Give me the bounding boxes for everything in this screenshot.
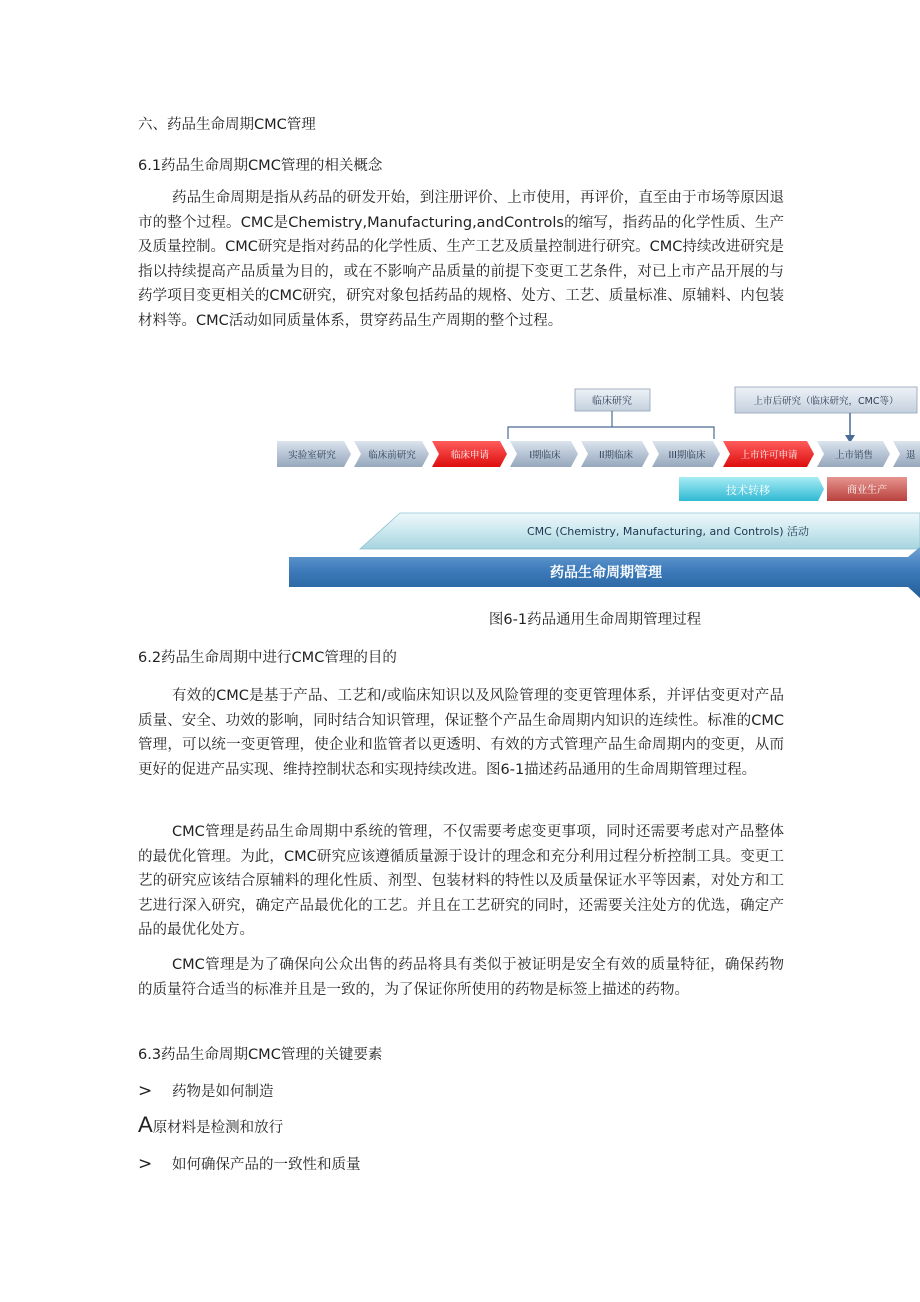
paragraph-6-2-3	[138, 953, 784, 1002]
stage-phase-1-label: I期临床	[529, 450, 561, 461]
paragraph-6-1	[138, 186, 784, 333]
list-item-text: 药物是如何制造	[172, 1084, 274, 1100]
stage-market-sales-label: 上市销售	[834, 450, 874, 461]
stage-phase-3-label: III期临床	[668, 450, 706, 461]
lifecycle-diagram	[0, 380, 920, 610]
stage-preclinical-label: 临床前研究	[368, 450, 416, 461]
clinical-research-label: 临床研究	[592, 396, 632, 407]
paragraph-6-2-2	[138, 820, 784, 943]
paragraph-6-2-1-text: 有效的CMC是基于产品、工艺和/或临床知识以及风险管理的变更管理体系，并评估变更对产品质量、安全、功效的影响，同时结合知识管理，保证整个产品生命周期内知识的连续性。标准的CMC管理，可以统一变更管理，使企业和监管者以更透明、有效的方式管理产品生命周期内的变更，从而更好的促进产品实现、维持控制状态和实现持续改进。图6-1描述药品通用的生命周期管理过程。	[138, 688, 784, 778]
heading-6-3: 6.3药品生命周期CMC管理的关键要素	[138, 1047, 383, 1063]
post-market-label: 上市后研究（临床研究，CMC等）	[753, 396, 899, 407]
stage-marketing-application-label: 上市许可申请	[740, 450, 798, 461]
paragraph-6-1-text: 药品生命周期是指从药品的研发开始，到注册评价、上市使用，再评价，直至由于市场等原因退市的整个过程。CMC是Chemistry,Manufacturing,andControls的缩写，指药品的化学性质、生产及质量控制。CMC研究是指对药品的化学性质、生产工艺及质量控制进行研究。CMC持续改进研究是指以持续提高产品质量为目的，或在不影响产品质量的前提下变更工艺条件，对已上市产品开展的与药学项目变更相关的CMC研究，研究对象包括药品的规格、处方、工艺、质量标准、原辅料、内包装材料等。CMC活动如同质量体系，贯穿药品生产周期的整个过程。	[138, 190, 784, 329]
section-title: 六、药品生命周期CMC管理	[138, 117, 316, 133]
bullet-marker: >	[138, 1154, 153, 1174]
clinical-bracket	[508, 411, 714, 439]
list-item	[138, 1153, 361, 1176]
bullet-marker: >	[138, 1081, 153, 1101]
figure-caption: 图6-1药品通用生命周期管理过程	[488, 612, 702, 628]
stage-lab-research-label: 实验室研究	[288, 450, 336, 461]
paragraph-6-2-3-text: CMC管理是为了确保向公众出售的药品将具有类似于被证明是安全有效的质量特征，确保药物的质量符合适当的标准并且是一致的，为了保证你所使用的药物是标签上描述的药物。	[138, 957, 784, 998]
tech-transfer-label: 技术转移	[726, 484, 770, 497]
list-item-text: 如何确保产品的一致性和质量	[172, 1157, 361, 1173]
lifecycle-management-label: 药品生命周期管理	[550, 565, 662, 581]
bullet-marker: A	[138, 1112, 153, 1137]
stage-clinical-application-label: 临床申请	[450, 450, 490, 461]
list-item-text: 原材料是检测和放行	[152, 1120, 284, 1136]
heading-6-1: 6.1药品生命周期CMC管理的相关概念	[138, 158, 383, 174]
cmc-activity-label: CMC (Chemistry, Manufacturing, and Controls) 活动	[526, 525, 810, 538]
paragraph-6-2-2-text: CMC管理是药品生命周期中系统的管理，不仅需要考虑变更事项，同时还需要考虑对产品整体的最优化管理。为此，CMC研究应该遵循质量源于设计的理念和充分利用过程分析控制工具。变更工艺的研究应该结合原辅料的理化性质、剂型、包装材料的特性以及质量保证水平等因素，对处方和工艺进行深入研究，确定产品最优化的工艺。并且在工艺研究的同时，还需要关注处方的优选，确定产品的最优化处方。	[138, 824, 784, 938]
list-item	[138, 1114, 283, 1139]
paragraph-6-2-1	[138, 684, 784, 782]
heading-6-2: 6.2药品生命周期中进行CMC管理的目的	[138, 650, 397, 666]
list-item	[138, 1080, 274, 1103]
stage-row	[277, 441, 920, 467]
commercial-production-label: 商业生产	[847, 485, 887, 496]
figure-caption-wrap	[0, 608, 920, 629]
stage-withdrawal-label: 退	[906, 450, 916, 461]
stage-phase-2-label: II期临床	[598, 450, 634, 461]
